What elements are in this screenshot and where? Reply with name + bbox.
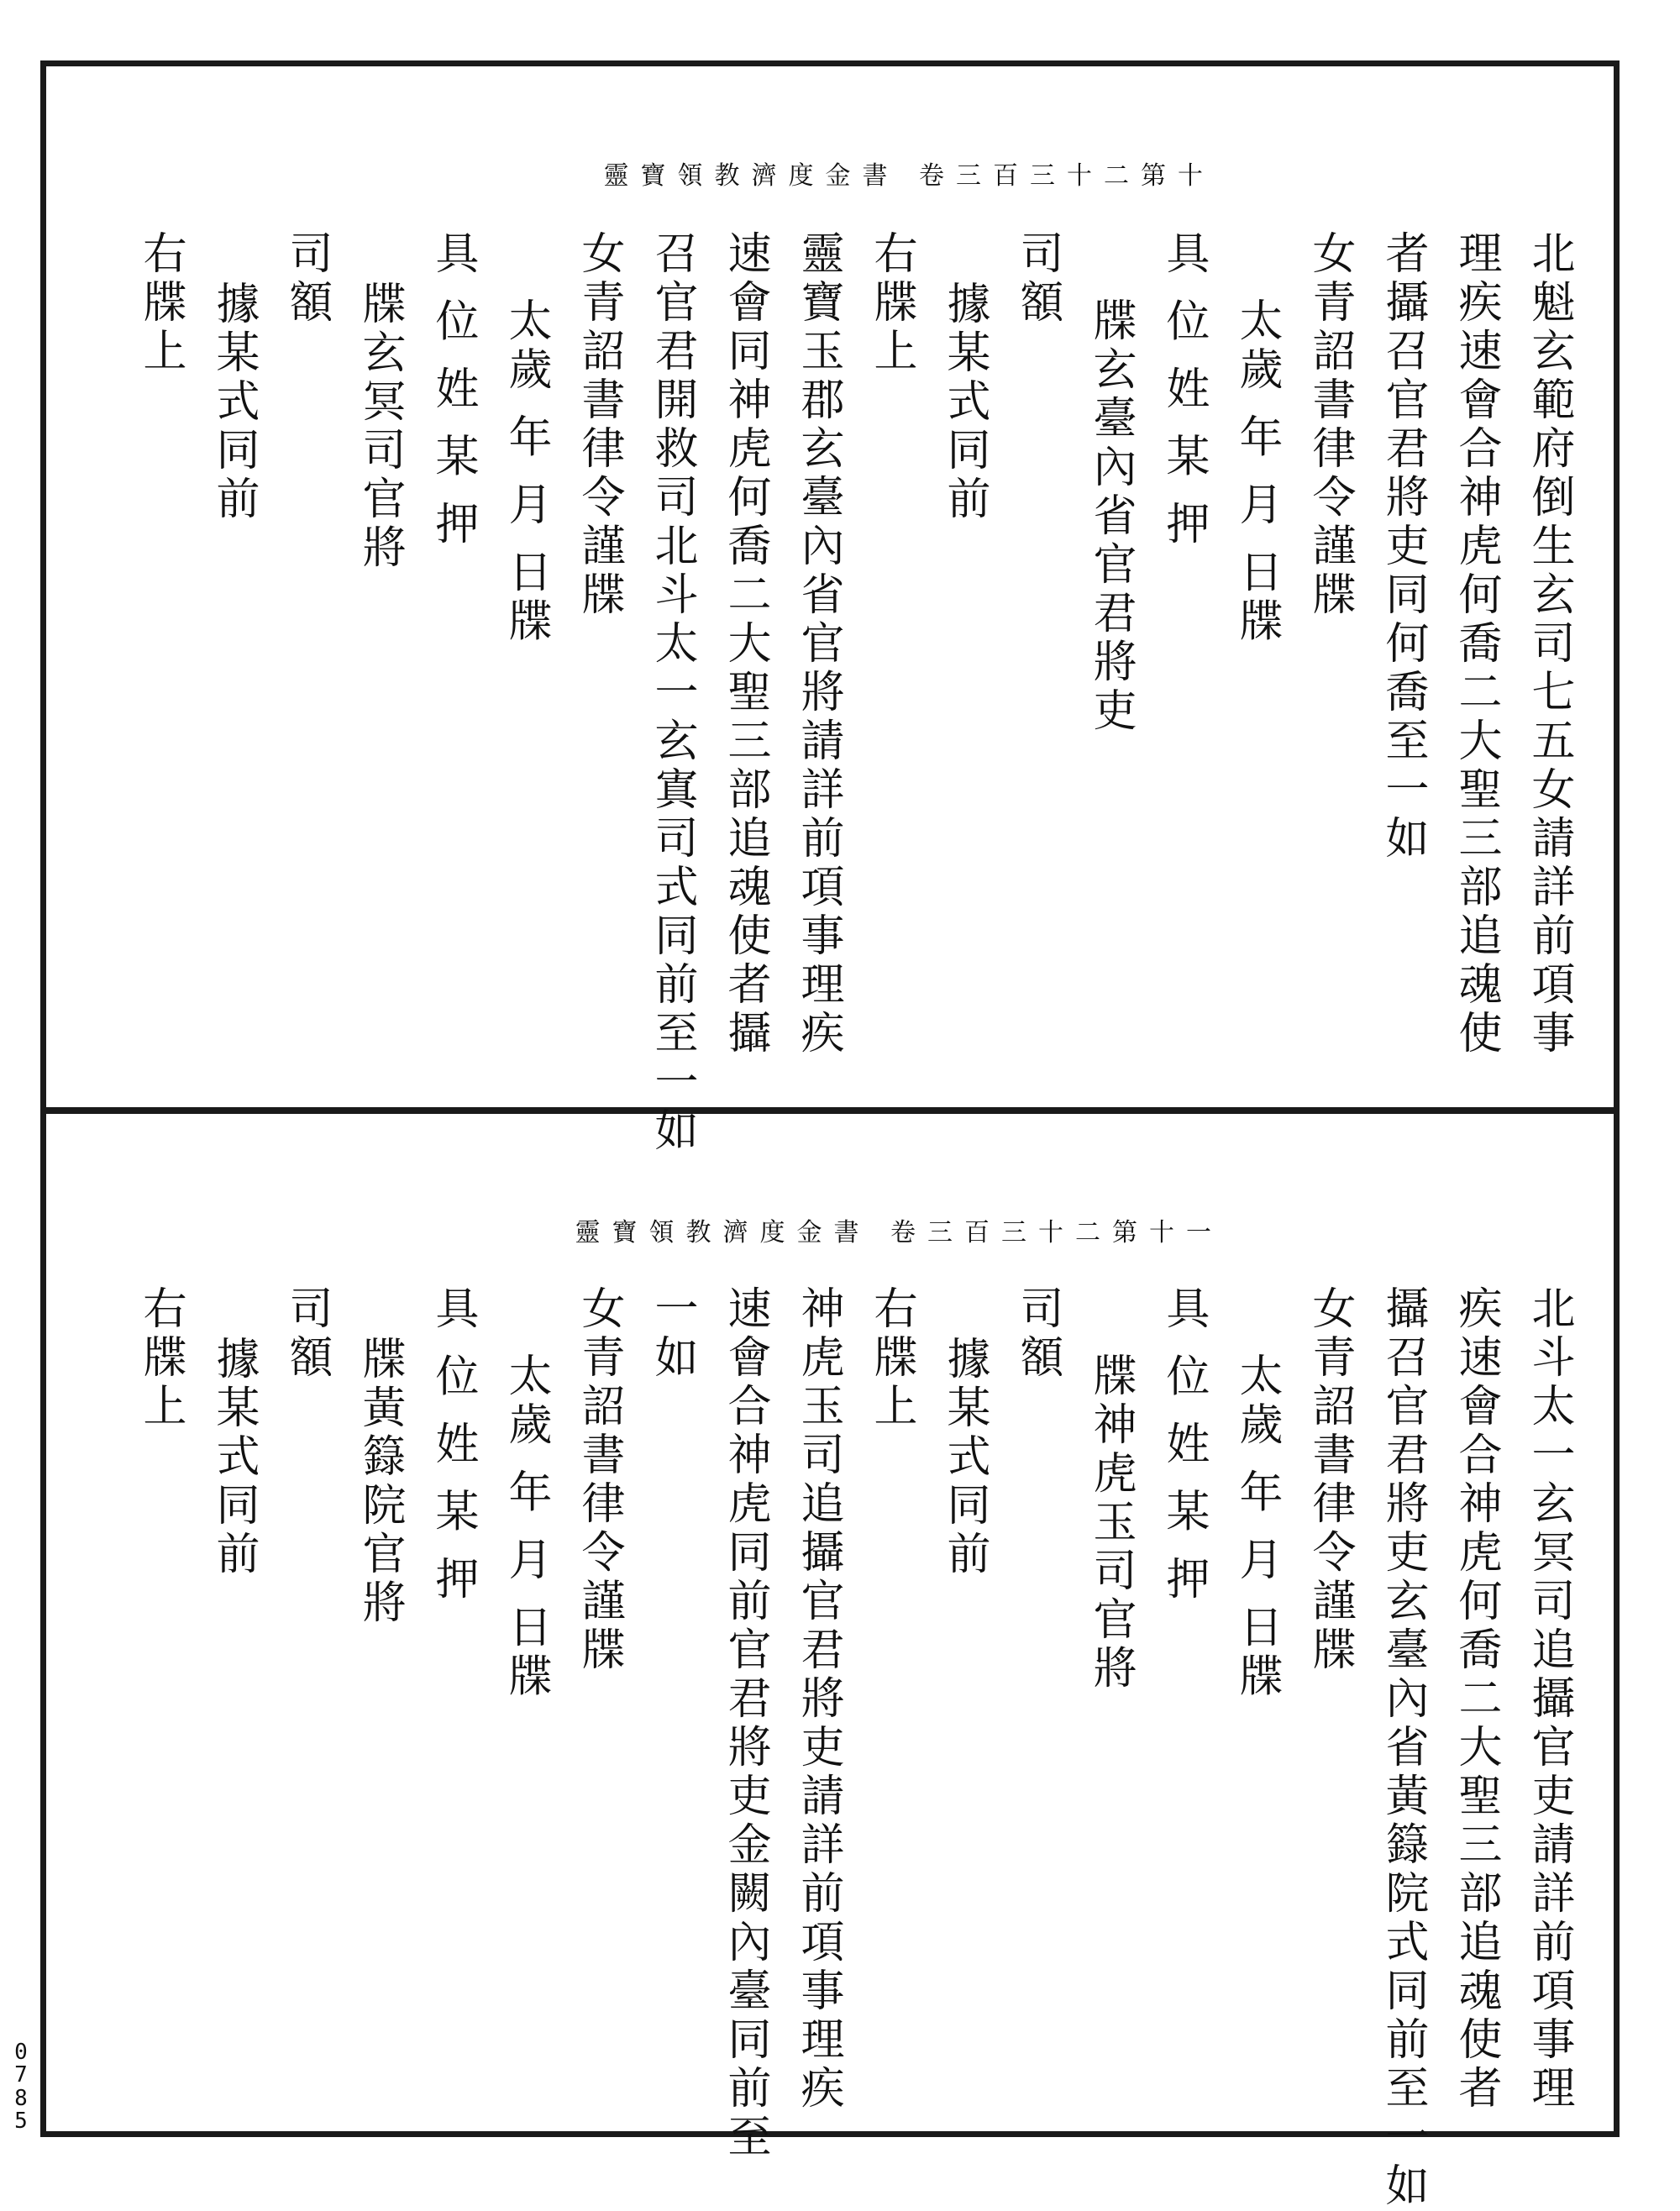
text-column: 司額 <box>1012 1285 1063 1383</box>
text-column: 具 位 姓 某 押 <box>428 230 478 550</box>
page-number-digit: 5 <box>14 2108 28 2134</box>
text-column: 具 位 姓 某 押 <box>1158 230 1209 550</box>
text-column: 疾速會合神虎何喬二大聖三部追魂使者 <box>1451 1285 1501 2114</box>
text-column: 據某式同前 <box>939 281 990 524</box>
text-column: 一如 <box>647 1285 697 1383</box>
text-column: 女青詔書律令謹牒 <box>574 230 624 620</box>
text-column: 司額 <box>281 230 332 328</box>
text-column: 北斗太一玄冥司追攝官吏請詳前項事理 <box>1524 1285 1574 2114</box>
text-column: 靈寶玉郡玄臺內省官將請詳前項事理疾 <box>793 230 843 1058</box>
top-running-header: 靈寶領教濟度金書 卷三百三十二第十 <box>603 161 1215 191</box>
bottom-panel <box>50 1117 1609 2211</box>
text-column: 女青詔書律令謹牒 <box>1305 1285 1355 1675</box>
text-column: 右牒上 <box>866 230 916 376</box>
text-column: 據某式同前 <box>208 281 259 524</box>
text-column: 神虎玉司追攝官君將吏請詳前項事理疾 <box>793 1285 843 2114</box>
text-column: 太歲 年 月 日牒 <box>1231 297 1282 647</box>
text-column: 據某式同前 <box>939 1336 990 1579</box>
text-column: 召官君開救司北斗太一玄寘司式同前至一如 <box>647 230 697 1156</box>
text-column: 太歲 年 月 日牒 <box>501 297 551 647</box>
page-number-digit: 7 <box>14 2062 28 2088</box>
text-column: 速會合神虎同前官君將吏金闕內臺同前至 <box>720 1285 770 2162</box>
page-number-digit: 0 <box>14 2040 28 2065</box>
text-column: 者攝召官君將吏同何喬至一如 <box>1378 230 1428 864</box>
top-panel <box>50 71 1609 1156</box>
text-column: 右牒上 <box>135 1285 186 1431</box>
text-column: 具 位 姓 某 押 <box>428 1285 478 1605</box>
text-column: 牒神虎玉司官將 <box>1085 1352 1136 1694</box>
page-number <box>8 2041 34 2133</box>
text-column: 速會同神虎何喬二大聖三部追魂使者攝 <box>720 230 770 1058</box>
text-column: 太歲 年 月 日牒 <box>501 1352 551 1702</box>
text-column: 牒玄冥司官將 <box>354 281 405 573</box>
text-column: 女青詔書律令謹牒 <box>1305 230 1355 620</box>
text-column: 牒玄臺內省官君將吏 <box>1085 297 1136 736</box>
text-column: 右牒上 <box>866 1285 916 1431</box>
page-number-digit: 8 <box>14 2085 28 2111</box>
panel-divider <box>40 1107 1620 1114</box>
text-column: 司額 <box>281 1285 332 1383</box>
bottom-running-header: 靈寶領教濟度金書 卷三百三十二第十一 <box>575 1218 1223 1247</box>
text-column: 司額 <box>1012 230 1063 328</box>
text-column: 右牒上 <box>135 230 186 376</box>
text-column: 女青詔書律令謹牒 <box>574 1285 624 1675</box>
text-column: 牒黃籙院官將 <box>354 1336 405 1628</box>
text-column: 太歲 年 月 日牒 <box>1231 1352 1282 1702</box>
text-column: 理疾速會合神虎何喬二大聖三部追魂使 <box>1451 230 1501 1058</box>
text-column: 據某式同前 <box>208 1336 259 1579</box>
text-column: 北魁玄範府倒生玄司七五女請詳前項事 <box>1524 230 1574 1058</box>
text-column: 攝召官君將吏玄臺內省黃籙院式同前至一如 <box>1378 1285 1428 2211</box>
text-column: 具 位 姓 某 押 <box>1158 1285 1209 1605</box>
